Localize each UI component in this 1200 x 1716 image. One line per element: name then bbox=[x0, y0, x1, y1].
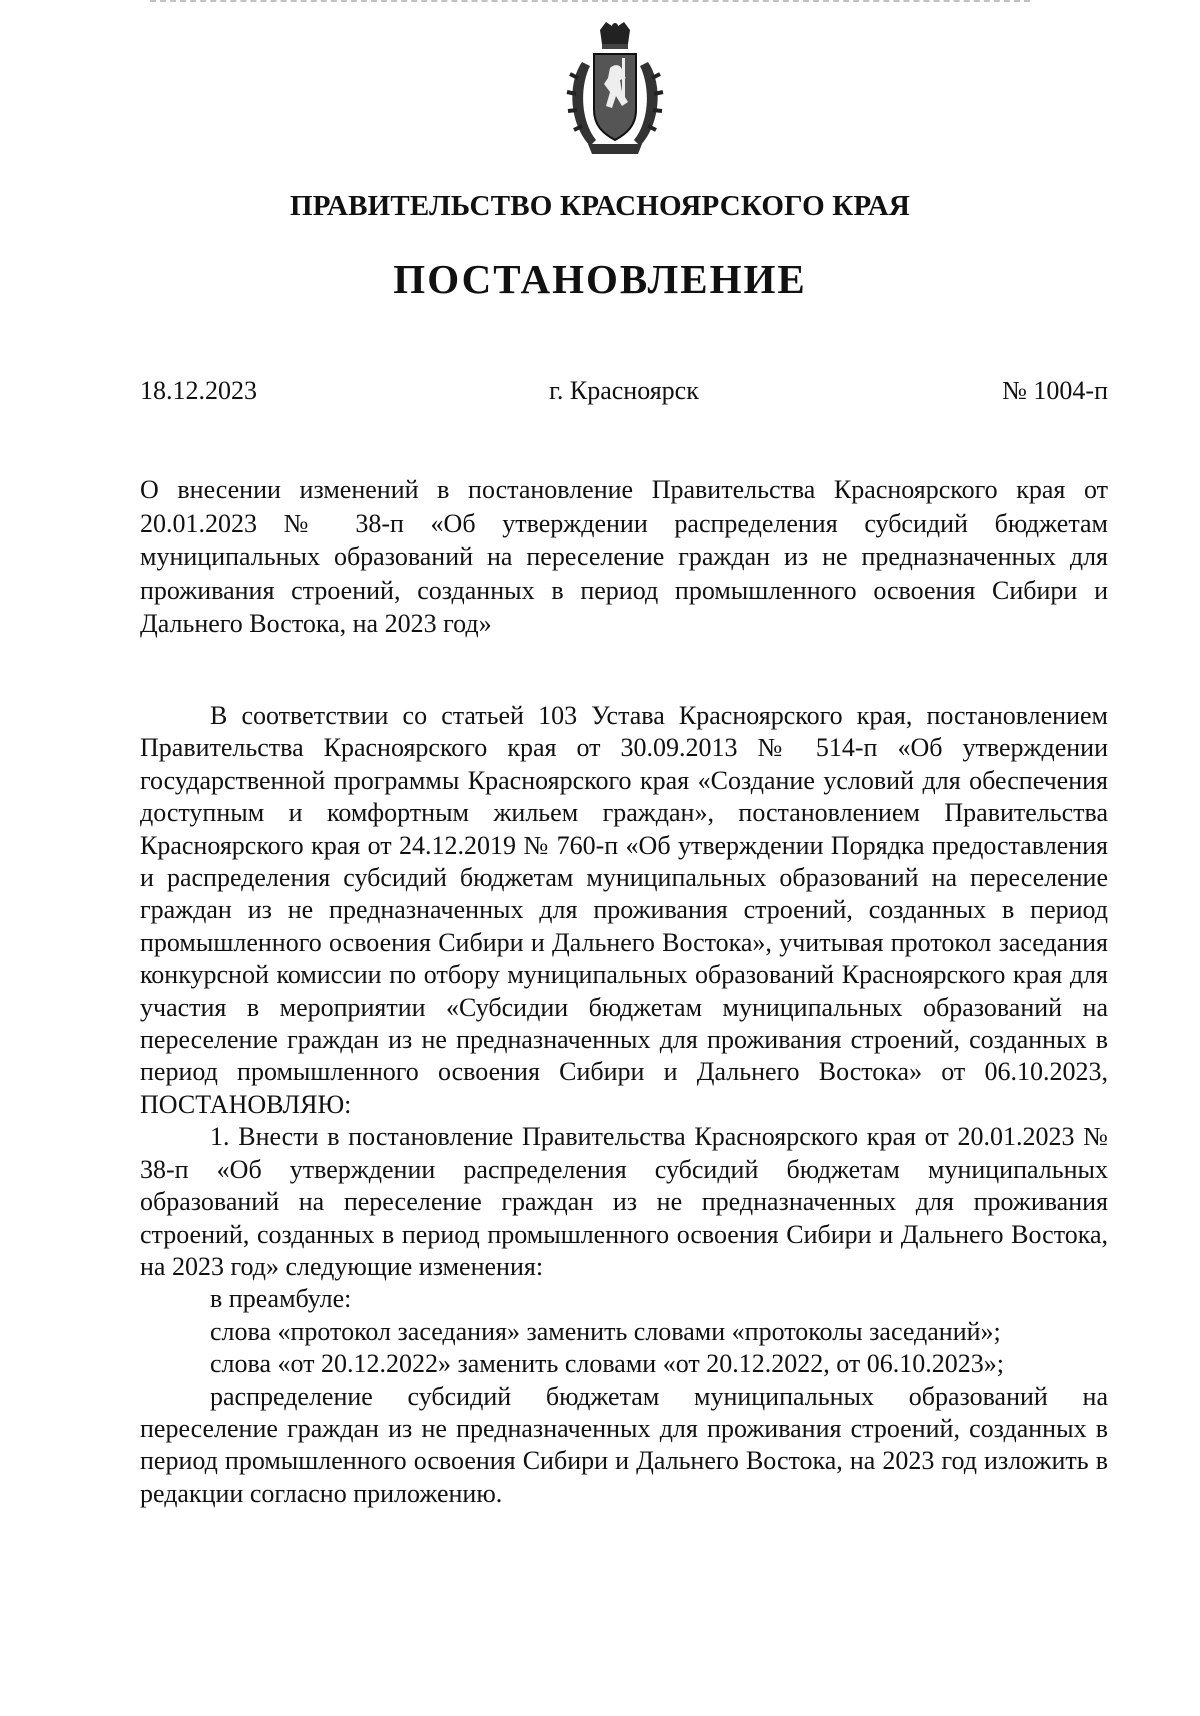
document-date: 18.12.2023 bbox=[140, 376, 257, 405]
document-body bbox=[140, 700, 1108, 1510]
coat-of-arms-icon bbox=[560, 22, 670, 162]
document-subject: О внесении изменений в постановление Правительства Красноярского края от 20.01.2023 № 38-п «Об утверждении распределения субсидий бюджетам муниципальных образований на переселение граждан из не предназначенных для проживания строений, созданных в период промышленного освоения Сибири и Дальнего Востока, на 2023 год» bbox=[140, 475, 1108, 639]
in-preamble-paragraph: в преамбуле: bbox=[210, 1284, 352, 1314]
scan-top-edge bbox=[150, 0, 1030, 2]
change-1-paragraph: слова «протокол заседания» заменить словами «протоколы заседаний»; bbox=[210, 1316, 1001, 1346]
change-3-paragraph: распределение субсидий бюджетам муниципальных образований на переселение граждан из не предназначенных для проживания строений, созданных в период промышленного освоения Сибири и Дальнего Востока, на 2023 год изложить в редакции согласно приложению. bbox=[140, 1381, 1108, 1508]
organization-title: ПРАВИТЕЛЬСТВО КРАСНОЯРСКОГО КРАЯ bbox=[289, 190, 911, 222]
change-2-paragraph: слова «от 20.12.2022» заменить словами «от 20.12.2022, от 06.10.2023»; bbox=[210, 1349, 1004, 1379]
document-type-heading: ПОСТАНОВЛЕНИЕ bbox=[393, 256, 807, 302]
document-city: г. Красноярск bbox=[549, 376, 699, 405]
preamble-paragraph: В соответствии со статьей 103 Устава Красноярского края, постановлением Правительства Красноярского края от 30.09.2013 № 514-п «Об утверждении государственной программы Красноярского края «Создание условий для обеспечения доступным и комфортным жильем граждан», постановлением Правительства Красноярского края от 24.12.2019 № 760-п «Об утверждении Порядка предоставления и распределения субсидий бюджетам муниципальных образований на переселение граждан из не предназначенных для проживания строений, созданных в период промышленного освоения Сибири и Дальнего Востока», учитывая протокол заседания конкурсной комиссии по отбору муниципальных образований Красноярского края для участия в мероприятии «Субсидии бюджетам муниципальных образований на переселение граждан из не предназначенных для проживания строений, созданных в период промышленного освоения Сибири и Дальнего Востока» от 06.10.2023, ПОСТАНОВЛЯЮ: bbox=[140, 701, 1108, 1119]
item-1-paragraph: 1. Внести в постановление Правительства Красноярского края от 20.01.2023 № 38-п «Об утверждении распределения субсидий бюджетам муниципальных образований на переселение граждан из не предназначенных для проживания строений, созданных в период промышленного освоения Сибири и Дальнего Востока, на 2023 год» следующие изменения: bbox=[140, 1122, 1108, 1281]
document-number: № 1004-п bbox=[1002, 376, 1108, 405]
